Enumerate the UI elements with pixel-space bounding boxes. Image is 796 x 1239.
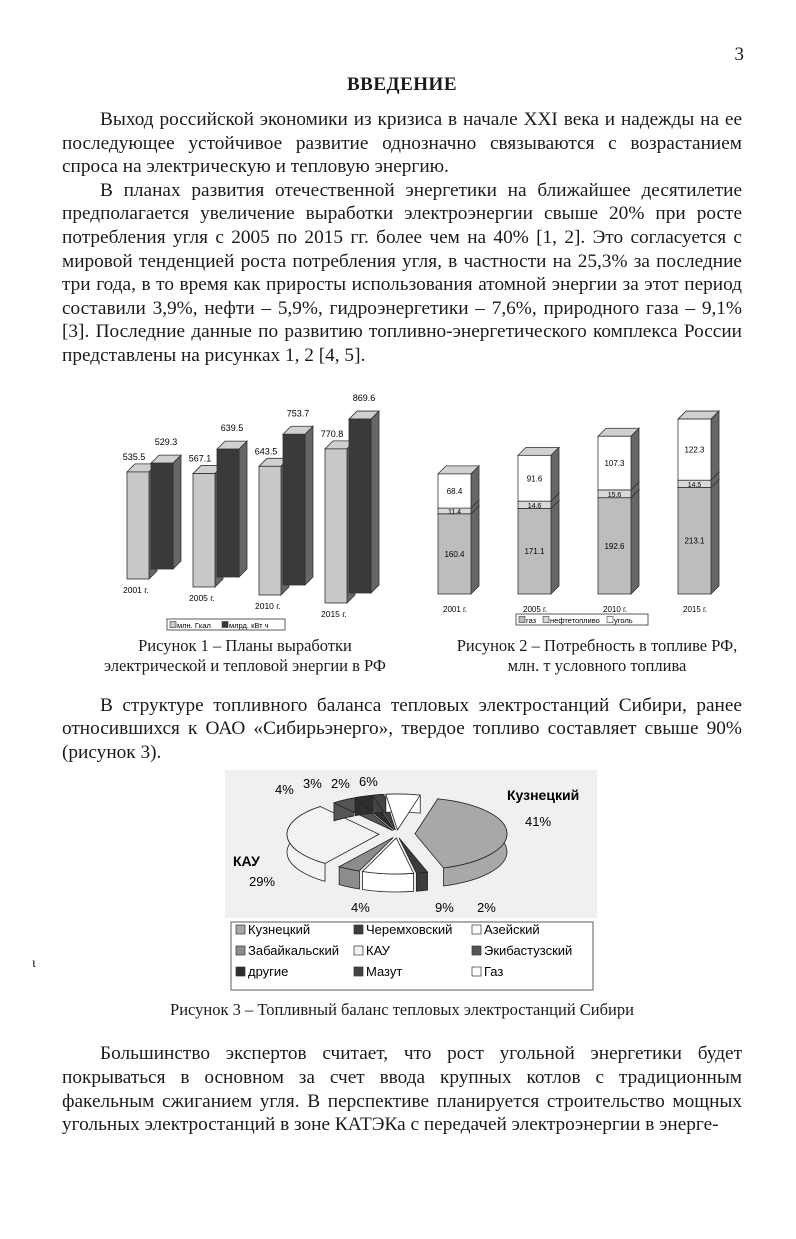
bar-electric-side bbox=[173, 455, 181, 569]
data-label: 643.5 bbox=[254, 445, 278, 456]
x-tick-label: 2005 г. bbox=[523, 604, 548, 614]
pie-callout: КАУ bbox=[233, 853, 260, 870]
data-label: 213.1 bbox=[684, 536, 705, 546]
bar-electric-side bbox=[239, 441, 247, 577]
pie-percent-label: 4% bbox=[351, 900, 370, 916]
data-label: 122.3 bbox=[684, 445, 705, 455]
bar-electric bbox=[349, 419, 371, 593]
data-label: 14.6 bbox=[527, 502, 542, 510]
legend-swatch bbox=[354, 946, 363, 955]
pie-callout: Кузнецкий bbox=[507, 787, 580, 804]
paragraph-2: В планах развития отечественной энергетики на ближайшее десятилетие предполагается увеличение выработки электроэнергии свыше 20% при росте потребления угля с 2005 по 2015 гг. более чем на 40% [1, 2]. Это согласуется с мировой тенденцией роста потребления угля, в частности на 25,3% за последние три года, в то время как приросты использования атомной энергии за этот период составили 3,9%, нефти – 5,9%, гидроэнергетики – 7,6%, природного газа – 9,1% [3]. Последние данные по развитию топливно-энергетического комплекса России представлены на рисунках 1, 2 [4, 5]. bbox=[62, 179, 742, 366]
legend-swatch bbox=[519, 616, 525, 622]
stray-mark: ι bbox=[32, 956, 36, 972]
stack-gas-side bbox=[711, 479, 719, 594]
data-label: 15.6 bbox=[607, 491, 622, 499]
legend-swatch bbox=[236, 967, 245, 976]
figure-3 bbox=[32, 770, 742, 994]
page-number: 3 bbox=[734, 44, 744, 65]
legend-swatch bbox=[543, 616, 549, 622]
figure-2-chart bbox=[410, 374, 730, 632]
data-label: 171.1 bbox=[524, 546, 545, 556]
data-label: 869.6 bbox=[352, 392, 376, 403]
paragraph-1: Выход российской экономики из кризиса в начале XXI века и надежды на ее последующее устойчивое развитие однозначно связываются с возрастанием спроса на электрическую и тепловую энергию. bbox=[62, 109, 742, 178]
legend-swatch bbox=[472, 967, 481, 976]
x-tick-label: 2005 г. bbox=[189, 592, 215, 603]
legend-label: млрд. кВт ч bbox=[229, 620, 269, 630]
figure-3-caption: Рисунок 3 – Топливный баланс тепловых электростанций Сибири bbox=[170, 1000, 634, 1020]
pie-percent-label: 4% bbox=[275, 782, 294, 798]
legend-swatch bbox=[236, 946, 245, 955]
x-tick-label: 2001 г. bbox=[123, 584, 149, 595]
section-title: ВВЕДЕНИЕ bbox=[347, 74, 457, 95]
stack-coal-side bbox=[551, 447, 559, 501]
legend-label: Черемховский bbox=[366, 922, 453, 938]
pie-percent-label: 3% bbox=[303, 776, 322, 792]
data-label: 91.6 bbox=[526, 473, 543, 483]
pie-percent-label: 6% bbox=[359, 774, 378, 790]
legend-swatch bbox=[222, 621, 228, 627]
data-label: 639.5 bbox=[220, 422, 244, 433]
stack-coal-side bbox=[631, 428, 639, 490]
data-label: 535.5 bbox=[122, 451, 146, 462]
pie-percent-label: 2% bbox=[331, 776, 350, 792]
pie-percent-label: 41% bbox=[525, 814, 552, 830]
legend-label: Мазут bbox=[366, 964, 403, 980]
x-tick-label: 2015 г. bbox=[321, 608, 347, 619]
pie-percent-label: 29% bbox=[249, 874, 276, 890]
legend-label: Азейский bbox=[484, 922, 540, 938]
legend-swatch bbox=[472, 946, 481, 955]
data-label: 11.4 bbox=[447, 508, 462, 516]
stack-gas-side bbox=[551, 500, 559, 594]
data-label: 770.8 bbox=[320, 428, 344, 439]
figure-1-caption: Рисунок 1 – Планы выработки электрической и тепловой энергии в РФ bbox=[104, 635, 386, 675]
data-label: 529.3 bbox=[154, 436, 178, 447]
bar-electric-side bbox=[305, 426, 313, 585]
data-label: 107.3 bbox=[604, 458, 625, 468]
legend-label: нефтетопливо bbox=[550, 615, 600, 625]
legend-label: Кузнецкий bbox=[248, 922, 311, 938]
pie-percent-label: 2% bbox=[477, 900, 496, 916]
x-tick-label: 2015 г. bbox=[683, 604, 708, 614]
figure-3-chart bbox=[225, 770, 597, 994]
legend-label: другие bbox=[248, 964, 289, 980]
stack-coal-side bbox=[471, 465, 479, 507]
bar-heat bbox=[193, 473, 215, 586]
legend-label: млн. Гкал bbox=[177, 620, 211, 630]
legend-swatch bbox=[354, 967, 363, 976]
x-tick-label: 2010 г. bbox=[255, 600, 281, 611]
pie-percent-label: 9% bbox=[435, 900, 454, 916]
data-label: 160.4 bbox=[444, 549, 465, 559]
pie-slice-side bbox=[363, 872, 414, 893]
figure-captions-1-2 bbox=[62, 636, 742, 676]
legend-swatch bbox=[607, 616, 613, 622]
stack-gas-side bbox=[471, 505, 479, 593]
data-label: 567.1 bbox=[188, 453, 212, 464]
bar-heat bbox=[325, 448, 347, 602]
legend-swatch bbox=[236, 925, 245, 934]
bar-electric bbox=[217, 449, 239, 577]
data-label: 14.5 bbox=[687, 481, 702, 489]
paragraph-3: В структуре топливного баланса тепловых электростанций Сибири, ранее относившихся к ОАО «Сибирьэнерго», твердое топливо составляет свыше 90% (рисунок 3). bbox=[62, 694, 742, 763]
x-tick-label: 2001 г. bbox=[443, 604, 468, 614]
x-tick-label: 2010 г. bbox=[603, 604, 628, 614]
legend-label: КАУ bbox=[366, 943, 390, 959]
legend-label: Забайкальский bbox=[248, 943, 339, 959]
bar-electric bbox=[283, 434, 305, 585]
legend-label: уголь bbox=[614, 615, 633, 625]
figure-2-caption: Рисунок 2 – Потребность в топливе РФ, млн. т условного топлива bbox=[456, 635, 738, 675]
figure-1-chart bbox=[115, 374, 385, 632]
legend-swatch bbox=[170, 621, 176, 627]
legend-swatch bbox=[354, 925, 363, 934]
bar-electric-side bbox=[371, 411, 379, 593]
figures-1-2 bbox=[62, 374, 742, 636]
legend-label: Газ bbox=[484, 964, 504, 980]
stack-coal-side bbox=[711, 411, 719, 480]
legend-label: Экибастузский bbox=[484, 943, 573, 959]
legend-label: газ bbox=[526, 615, 537, 625]
legend-swatch bbox=[472, 925, 481, 934]
bar-electric bbox=[151, 463, 173, 569]
data-label: 192.6 bbox=[604, 541, 625, 551]
data-label: 753.7 bbox=[286, 407, 310, 418]
data-label: 68.4 bbox=[446, 486, 463, 496]
stack-gas-side bbox=[631, 489, 639, 593]
paragraph-4: Большинство экспертов считает, что рост угольной энергетики будет покрываться в основном за счет ввода крупных котлов с традиционным факельным сжиганием угля. В перспективе планируется строительство мощных угольных электростанций в зоне КАТЭКа с передачей электроэнергии в энерге- bbox=[62, 1043, 742, 1136]
bar-heat bbox=[127, 471, 149, 578]
bar-heat bbox=[259, 466, 281, 595]
pie-slice-side bbox=[416, 872, 427, 891]
